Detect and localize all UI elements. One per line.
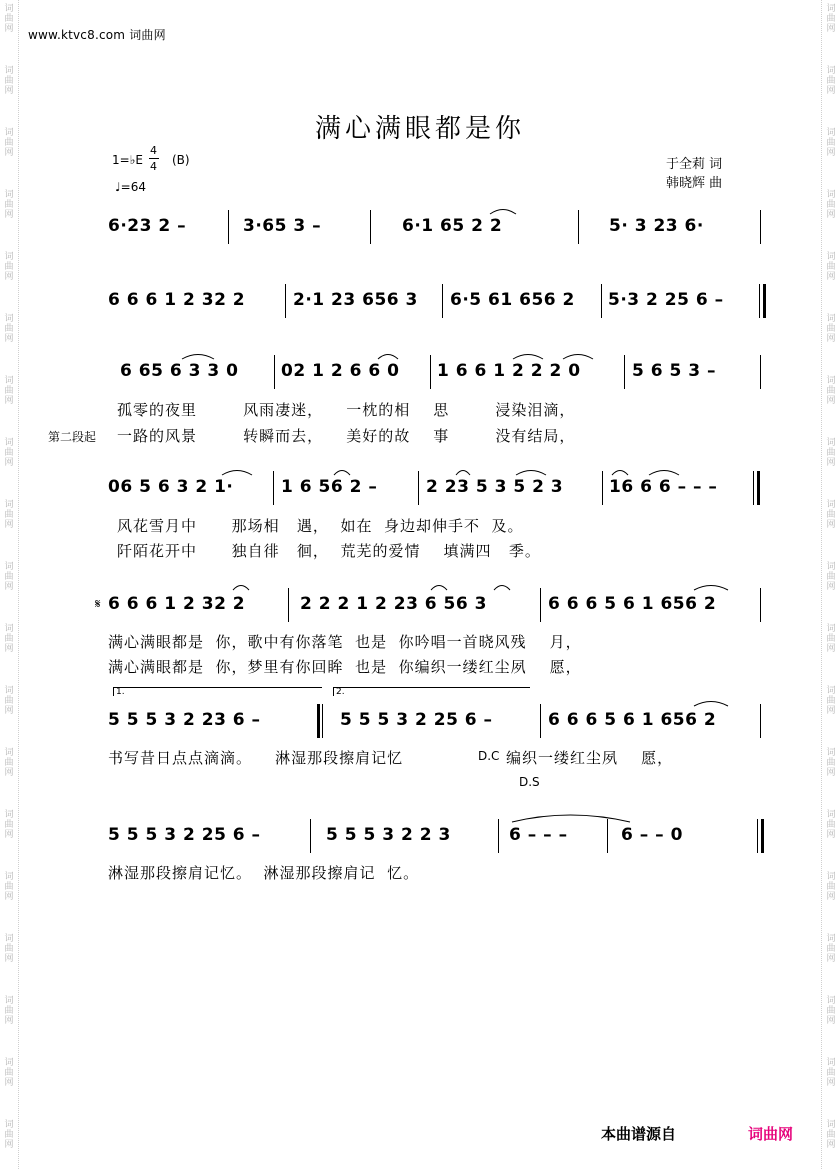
measure-notes: 5·3 2 25 6 –: [608, 290, 724, 310]
measure-notes: 16 6 6 – – –: [609, 477, 718, 497]
slur: [649, 471, 679, 476]
watermark-mark: 词 曲 网: [4, 562, 14, 592]
watermark-mark: 词 曲 网: [4, 810, 14, 840]
measure-notes: 2 23 5 3 5 2 3: [426, 477, 564, 497]
watermark-mark: 词 曲 网: [826, 500, 836, 530]
watermark-mark: 词 曲 网: [4, 1120, 14, 1150]
watermark-mark: 词 曲 网: [826, 686, 836, 716]
lyric-line-verse1: 孤零的夜里 风雨凄迷， 一枕的相 思 浸染泪滴，: [117, 401, 576, 419]
slur: [494, 586, 510, 591]
watermark-mark: 词 曲 网: [4, 748, 14, 778]
watermark-mark: 词 曲 网: [4, 438, 14, 468]
measure-notes: 5 5 5 3 2 25 6 –: [108, 825, 261, 845]
lyric-line: 淋湿那段擦肩记忆。 淋湿那段擦肩记 忆。: [108, 864, 420, 882]
lyric-line: 书写昔日点点滴滴。 淋湿那段擦肩记忆: [108, 749, 404, 767]
slur: [456, 471, 470, 476]
lyric-line-verse1: 风花雪月中 那场相 遇， 如在 身边却伸手不 及。: [117, 517, 524, 535]
watermark-mark: 词 曲 网: [4, 624, 14, 654]
watermark-mark: 词 曲 网: [826, 376, 836, 406]
slur: [694, 586, 728, 591]
measure-notes: 1 6 6 1 2 2 2 0: [437, 361, 581, 381]
watermark-mark: 词 曲 网: [4, 686, 14, 716]
key-signature: 1=♭E: [112, 153, 143, 167]
key-note: (B): [172, 153, 190, 167]
measure-notes: 5 5 5 3 2 25 6 –: [340, 710, 493, 730]
watermark-mark: 词 曲 网: [4, 252, 14, 282]
measure-notes: 6 6 6 5 6 1 656 2: [548, 594, 717, 614]
time-denominator: 4: [150, 160, 157, 173]
watermark-mark: 词 曲 网: [826, 128, 836, 158]
measure-notes: 2 2 2 1 2 23 6 56 3: [300, 594, 487, 614]
watermark-mark: 词 曲 网: [4, 4, 14, 34]
watermark-mark: 词 曲 网: [4, 190, 14, 220]
watermark-mark: 词 曲 网: [826, 562, 836, 592]
watermark-mark: 词 曲 网: [4, 872, 14, 902]
watermark-mark: 词 曲 网: [826, 624, 836, 654]
watermark-mark: 词 曲 网: [826, 190, 836, 220]
measure-notes: 5 5 5 3 2 23 6 –: [108, 710, 261, 730]
watermark-mark: 词 曲 网: [4, 128, 14, 158]
verse-label: 第二段起: [48, 430, 97, 444]
measure-notes: 6 – – –: [509, 825, 568, 845]
slur: [222, 471, 252, 476]
first-ending-label: 1.: [116, 687, 125, 697]
tempo-marking: ♩=64: [115, 180, 146, 194]
footer-source-text: 本曲谱源自: [601, 1125, 677, 1143]
measure-notes: 6 6 6 1 2 32 2: [108, 594, 246, 614]
slur: [431, 586, 447, 591]
composer-credit: 韩晓辉 曲: [666, 176, 723, 191]
slur: [563, 355, 593, 360]
watermark-mark: 词 曲 网: [826, 66, 836, 96]
slur: [334, 471, 350, 476]
measure-notes: 6 65 6 3 3 0: [120, 361, 239, 381]
ds-mark: D.S: [519, 775, 540, 789]
watermark-mark: 词 曲 网: [4, 1058, 14, 1088]
watermark-mark: 词 曲 网: [826, 252, 836, 282]
measure-notes: 6·5 61 656 2: [450, 290, 575, 310]
slur: [513, 355, 543, 360]
watermark-mark: 词 曲 网: [4, 314, 14, 344]
time-numerator: 4: [150, 144, 157, 157]
measure-notes: 3·65 3 –: [243, 216, 322, 236]
measure-notes: 5· 3 23 6·: [609, 216, 704, 236]
lyric-line-verse2: 一路的风景 转瞬而去， 美好的故 事 没有结局，: [117, 427, 576, 445]
watermark-mark: 词 曲 网: [826, 748, 836, 778]
slur: [490, 210, 516, 215]
slur: [512, 815, 630, 822]
watermark-mark: 词 曲 网: [826, 1058, 836, 1088]
slur: [378, 355, 398, 360]
slur: [694, 702, 728, 707]
measure-notes: 06 5 6 3 2 1·: [108, 477, 234, 497]
watermark-mark: 词 曲 网: [826, 810, 836, 840]
slur: [233, 586, 249, 591]
measure-notes: 6 – – 0: [621, 825, 683, 845]
lyric-line: 编织一缕红尘夙 愿，: [506, 749, 674, 767]
watermark-mark: 词 曲 网: [826, 996, 836, 1026]
segno-sign: 𝄋: [95, 597, 101, 612]
measure-notes: 1 6 56 2 –: [281, 477, 378, 497]
footer-brand-link[interactable]: 词曲网: [748, 1125, 794, 1143]
watermark-mark: 词 曲 网: [826, 4, 836, 34]
song-title: 满心满眼都是你: [314, 114, 525, 144]
measure-notes: 02 1 2 6 6 0: [281, 361, 400, 381]
site-url[interactable]: www.ktvc8.com 词曲网: [28, 28, 166, 42]
slur: [182, 355, 214, 360]
measure-notes: 6·1 65 2 2: [402, 216, 503, 236]
slur: [612, 471, 628, 476]
second-ending-label: 2.: [336, 687, 345, 697]
watermark-mark: 词 曲 网: [826, 934, 836, 964]
watermark-mark: 词 曲 网: [4, 66, 14, 96]
watermark-mark: 词 曲 网: [4, 934, 14, 964]
watermark-mark: 词 曲 网: [826, 1120, 836, 1150]
watermark-mark: 词 曲 网: [4, 376, 14, 406]
lyric-line-verse2: 满心满眼都是 你，梦里有你回眸 也是 你编织一缕红尘夙 愿，: [108, 658, 582, 676]
measure-notes: 6 6 6 1 2 32 2: [108, 290, 246, 310]
lyric-line-verse2: 阡陌花开中 独自徘 徊， 荒芜的爱情 填满四 季。: [117, 542, 541, 560]
slur: [516, 471, 546, 476]
watermark-mark: 词 曲 网: [4, 500, 14, 530]
watermark-mark: 词 曲 网: [4, 996, 14, 1026]
lyricist-credit: 于全莉 词: [666, 157, 723, 172]
measure-notes: 5 5 5 3 2 2 3: [326, 825, 451, 845]
lyric-line-verse1: 满心满眼都是 你，歌中有你落笔 也是 你吟唱一首晓风残 月，: [108, 633, 582, 651]
watermark-mark: 词 曲 网: [826, 314, 836, 344]
measure-notes: 6·23 2 –: [108, 216, 187, 236]
measure-notes: 5 6 5 3 –: [632, 361, 716, 381]
dc-mark: D.C: [478, 749, 500, 763]
measure-notes: 6 6 6 5 6 1 656 2: [548, 710, 717, 730]
watermark-mark: 词 曲 网: [826, 438, 836, 468]
measure-notes: 2·1 23 656 3: [293, 290, 418, 310]
watermark-mark: 词 曲 网: [826, 872, 836, 902]
